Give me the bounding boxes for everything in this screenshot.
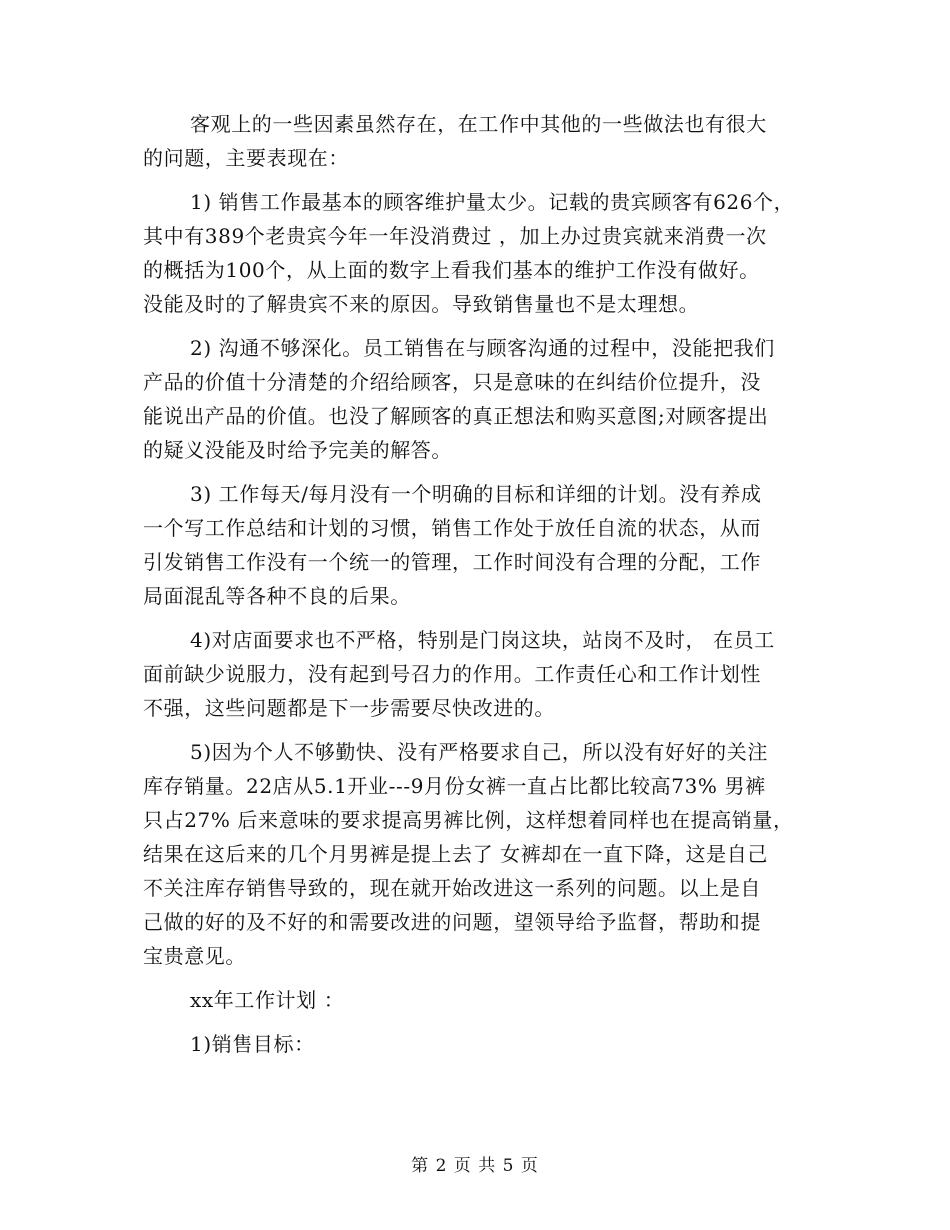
text-line: 3) 工作每天/每月没有一个明确的目标和详细的计划。没有养成	[190, 482, 762, 506]
text-line: 局面混乱等各种不良的后果。	[143, 584, 411, 608]
text-line: 面前缺少说服力，没有起到号召力的作用。工作责任心和工作计划性	[143, 662, 761, 686]
text-line: 2) 沟通不够深化。员工销售在与顾客沟通的过程中，没能把我们	[190, 336, 775, 360]
text-line: 4)对店面要求也不严格，特别是门岗这块，站岗不及时， 在员工	[190, 628, 775, 652]
text-line: 不强，这些问题都是下一步需要尽快改进的。	[143, 696, 555, 720]
text-line: 只占27% 后来意味的要求提高男裤比例，这样想着同样也在提高销量，	[143, 808, 794, 832]
text-line: 的概括为100个，从上面的数字上看我们基本的维护工作没有做好。	[143, 258, 760, 282]
text-line: 其中有389个老贵宾今年一年没消费过 ，加上办过贵宾就来消费一次	[143, 224, 767, 248]
text-line: 没能及时的了解贵宾不来的原因。导致销售量也不是太理想。	[143, 292, 700, 316]
text-line: 能说出产品的价值。也没了解顾客的真正想法和购买意图;对顾客提出	[143, 404, 769, 428]
page-footer: 第 2 页 共 5 页	[411, 1156, 539, 1176]
text-line: 一个写工作总结和计划的习惯，销售工作处于放任自流的状态，从而	[143, 516, 761, 540]
text-line: 1)销售目标：	[190, 1032, 315, 1056]
text-line: 5)因为个人不够勤快、没有严格要求自己，所以没有好好的关注	[190, 740, 768, 764]
text-line: 结果在这后来的几个月男裤是提上去了 女裤却在一直下降，这是自己	[143, 842, 768, 866]
text-line: 客观上的一些因素虽然存在，在工作中其他的一些做法也有很大	[190, 112, 767, 136]
text-line: xx年工作计划 ：	[190, 988, 345, 1012]
text-line: 不关注库存销售导致的，现在就开始改进这一系列的问题。以上是自	[143, 876, 761, 900]
text-line: 己做的好的及不好的和需要改进的问题，望领导给予监督，帮助和提	[143, 910, 761, 934]
text-line: 产品的价值十分清楚的介绍给顾客，只是意味的在纠结价位提升，没	[143, 370, 761, 394]
text-line: 1) 销售工作最基本的顾客维护量太少。记载的贵宾顾客有626个，	[190, 190, 795, 214]
text-line: 宝贵意见。	[143, 944, 246, 968]
text-line: 的疑义没能及时给予完美的解答。	[143, 438, 452, 462]
text-line: 的问题，主要表现在：	[143, 146, 349, 170]
text-line: 引发销售工作没有一个统一的管理，工作时间没有合理的分配，工作	[143, 550, 761, 574]
text-line: 库存销量。22店从5.1开业---9月份女裤一直占比都比较高73% 男裤	[143, 774, 766, 798]
